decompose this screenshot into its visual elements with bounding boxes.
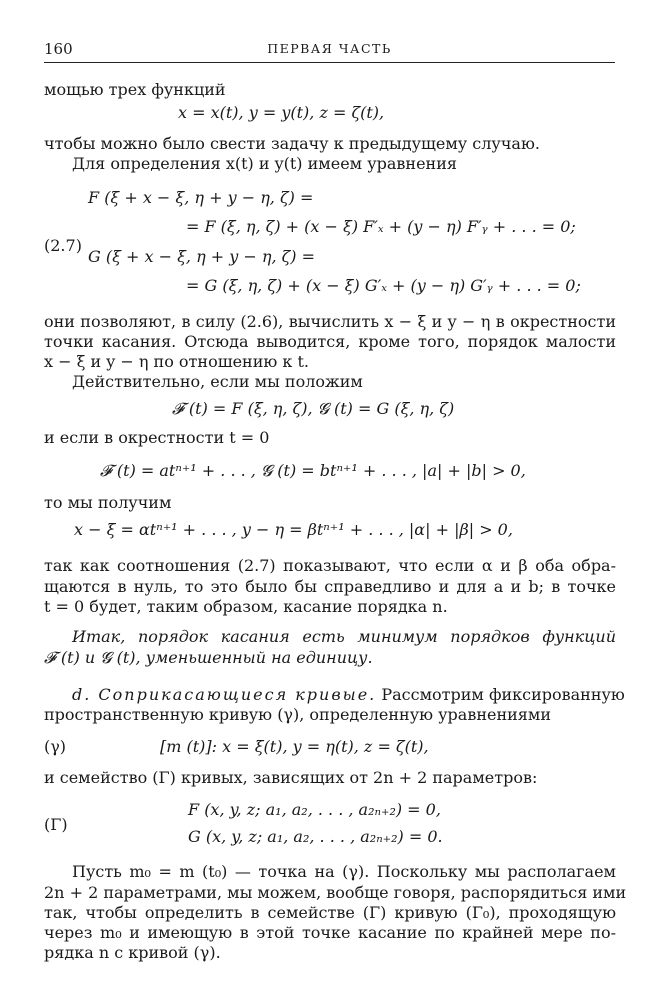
equation-family-G: G (x, y, z; a₁, a₂, . . . , a₂ₙ₊₂) = 0. [188, 827, 443, 846]
section-d-title: d. Соприкасающиеся кривые. [72, 685, 377, 704]
text-line: Для определения x(t) и y(t) имеем уравнения [72, 154, 457, 173]
equation-2-7-line-2: = F (ξ, η, ζ) + (x − ξ) F′ₓ + (y − η) F′ᵧ + . . . = 0; [186, 217, 576, 236]
text-line: и если в окрестности t = 0 [44, 428, 270, 447]
text-line: точки касания. Отсюда выводится, кроме того, порядок малости [44, 332, 616, 351]
text-line: и семейство (Γ) кривых, зависящих от 2n + 2 параметров: [44, 768, 538, 787]
section-d-heading-line [72, 685, 625, 705]
equation-family-F: F (x, y, z; a₁, a₂, . . . , a₂ₙ₊₂) = 0, [188, 800, 441, 819]
text-line: мощью трех функций [44, 80, 226, 99]
page-number: 160 [44, 40, 73, 58]
equation-script-functions: 𝓕 (t) = F (ξ, η, ζ), 𝓖 (t) = G (ξ, η, ζ) [172, 399, 455, 418]
equation-expansion-alpha-beta: x − ξ = αtⁿ⁺¹ + . . . , y − η = βtⁿ⁺¹ + . . . , |α| + |β| > 0, [74, 520, 513, 539]
text-line: Пусть m₀ = m (t₀) — точка на (γ). Поскольку мы располагаем [72, 862, 616, 881]
italic-conclusion-line: Итак, порядок касания есть минимум порядков функций [72, 627, 616, 646]
family-label-Gamma: (Γ) [44, 815, 68, 834]
page-header [44, 38, 615, 63]
equation-expansion-ab: 𝓕 (t) = atⁿ⁺¹ + . . . , 𝓖 (t) = btⁿ⁺¹ + . . . , |a| + |b| > 0, [100, 461, 526, 480]
text-line: 2n + 2 параметрами, мы можем, вообще говоря, распорядиться ими [44, 883, 627, 902]
section-d-text: Рассмотрим фиксированную [381, 685, 625, 704]
text-line: чтобы можно было свести задачу к предыдущему случаю. [44, 134, 540, 153]
italic-conclusion-line: 𝓕 (t) и 𝓖 (t), уменьшенный на единицу. [44, 648, 373, 667]
text-line: они позволяют, в силу (2.6), вычислить x − ξ и y − η в окрестности [44, 312, 616, 331]
text-line: рядка n с кривой (γ). [44, 943, 221, 962]
equation-2-7-line-1: F (ξ + x − ξ, η + y − η, ζ) = [88, 188, 314, 207]
text-line: так как соотношения (2.7) показывают, что если α и β оба обра- [44, 556, 616, 575]
text-line: так, чтобы определить в семействе (Γ) кривую (Γ₀), проходящую [44, 903, 616, 922]
text-line: пространственную кривую (γ), определенную уравнениями [44, 705, 551, 724]
text-line: то мы получим [44, 493, 172, 512]
text-line: щаются в нуль, то это было бы справедливо и для a и b; в точке [44, 577, 616, 596]
text-line: x − ξ и y − η по отношению к t. [44, 352, 309, 371]
text-line: Действительно, если мы положим [72, 372, 363, 391]
equation-2-7-line-4: = G (ξ, η, ζ) + (x − ξ) G′ₓ + (y − η) G′ᵧ + . . . = 0; [186, 276, 581, 295]
text-line: через m₀ и имеющую в этой точке касание по крайней мере по- [44, 923, 616, 942]
equation-2-7-line-3: G (ξ + x − ξ, η + y − η, ζ) = [88, 247, 316, 266]
equation-number-2-7: (2.7) [44, 236, 82, 255]
running-title: ПЕРВАЯ ЧАСТЬ [267, 41, 392, 56]
equation-curve-gamma: [m (t)]: x = ξ(t), y = η(t), z = ζ(t), [160, 737, 429, 756]
text-line: t = 0 будет, таким образом, касание порядка n. [44, 597, 448, 616]
curve-label-gamma: (γ) [44, 737, 67, 756]
equation-parametric: x = x(t), y = y(t), z = ζ(t), [178, 103, 385, 122]
